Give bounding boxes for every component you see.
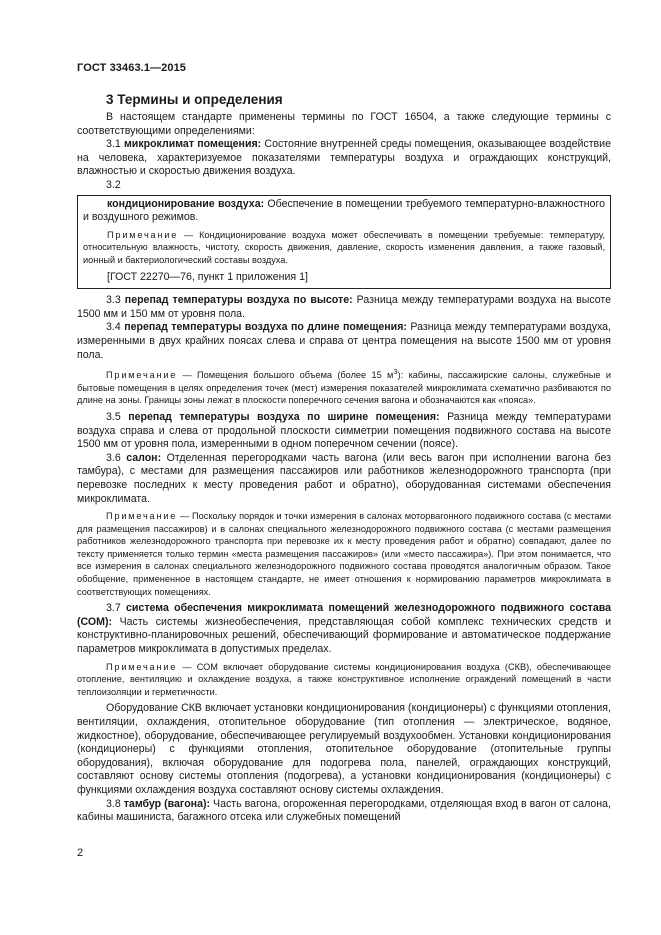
term-name: кондиционирование воздуха: [107, 197, 265, 210]
skv-equipment-paragraph: Оборудование СКВ включает установки кондиционирования (кондиционеры) с функциями отопления, вентиляции, охлаждения, отопительное оборудование (тип отопления — электрическое, водяное, жидкостное), оборудование, обеспечивающее регулируемый воздухообмен. Установки кондиционирования (кондиционеры) с функциями отопления, отопительное оборудование (отопительные группы оборудования), включая оборудование для подогрева пола, панелей, ограждающих конструкций, составляют основу системы отопления (подогрева), а установки кондиционирования (кондиционеры) с функциями охлаждения воздуха составляют основу системы охлаждения. [77, 702, 611, 796]
term-definition: Состояние внутренней среды помещения, оказывающее воздействие на человека, характеризуемое показателями температуры воздуха и ограждающих конструкций, влажностью и скоростью движения воздуха. [77, 138, 611, 178]
term-number: 3.8 [106, 797, 124, 810]
source-reference: [ГОСТ 22270—76, пункт 1 приложения 1] [107, 270, 308, 283]
term-definition: Часть вагона, огороженная перегородками, отделяющая вход в вагон от салона, кабины машиниста, багажного отсека или служебных помещений [77, 797, 611, 824]
term-definition: Разница между температурами воздуха на высоте 1500 мм и 150 мм от уровня пола. [77, 294, 612, 320]
term-3-2 [83, 198, 605, 225]
term-name: перепад температуры воздуха по длине помещения: [124, 321, 407, 334]
note-text: — СОМ включает оборудование системы кондиционирования воздуха (СКВ), обеспечивающее отопление, вентиляцию и охлаждение воздуха, а также конструктивное исполнение ограждений помещений в части теплоизоляции и герметичности. [77, 661, 611, 697]
note-3-2 [83, 229, 605, 267]
term-definition: Часть системы жизнеобеспечения, представляющая собой комплекс технических средств и конструктивно-планировочных решений, обеспечивающий формирование и автоматическое поддержание параметров микроклимата в допустимых пределах. [77, 615, 611, 656]
intro-paragraph: В настоящем стандарте применены термины по ГОСТ 16504, а также следующие термины с соответствующими определениями: [77, 111, 611, 137]
term-number: 3.3 [106, 294, 125, 307]
note-label: Примечание [106, 661, 178, 672]
term-definition: Разница между температурами воздуха, измеренными в двух крайних поясах слева и справа от центра помещения на высоте 1500 мм от уровня пола. [77, 321, 612, 361]
note-label: Примечание [107, 229, 179, 240]
document-header: ГОСТ 33463.1—2015 [77, 62, 187, 74]
term-3-7 [77, 602, 611, 656]
note-superscript: 3 [393, 367, 398, 377]
term-name: система обеспечения микроклимата помещений железнодорожного подвижного состава (СОМ): [77, 602, 611, 628]
term-definition: Обеспечение в помещении требуемого температурно-влажностного и воздушного режимов. [83, 197, 605, 224]
note-3-7 [77, 661, 611, 699]
term-3-2-number: 3.2 [106, 178, 121, 191]
term-number: 3.1 [106, 138, 124, 151]
note-text: — Кондиционирование воздуха может обеспечивать в помещении требуемые: температуру, относительную влажность, чистоту, скорость движения, давление, скорость изменения давления, а также газовый, ионный и бактериологический составы воздуха. [83, 229, 605, 265]
note-3-4 [77, 366, 611, 407]
section-title: 3 Термины и определения [106, 92, 283, 107]
note-label: Примечание [106, 511, 178, 522]
term-number: 3.5 [106, 410, 129, 423]
note-text: — Поскольку порядок и точки измерения в салонах моторвагонного подвижного состава (с местами для размещения пассажиров) и в салонах специального железнодорожного подвижного состава (с местами размещения работников железнодорожного транспорта при перевозке их к месту проведения работ и обратно) совпадают, далее по тексту применяется только термин «места размещения пассажиров» (или «место пассажира»). При этом понимается, что все измерения в салонах специального железнодорожного подвижного состава проводятся аналогичным образом. Такое обобщение, примененное в настоящем стандарте, не имеет отношения к нормированию параметров микроклимата в соответствующих помещениях. [77, 511, 611, 597]
term-3-3 [77, 294, 611, 321]
section-body [77, 111, 611, 825]
term-definition: Отделенная перегородками часть вагона (или весь вагон при исполнении вагона без тамбура), с местами для размещения пассажиров или работников железнодорожного транспорта (при перевозке последних к месту проведения работ и обратно), оборудованная системами обеспечения микроклимата. [77, 451, 611, 505]
term-name: микроклимат помещения: [123, 138, 262, 151]
term-number: 3.7 [106, 602, 127, 615]
term-3-8 [77, 798, 611, 825]
note-label: Примечание [106, 370, 178, 381]
page-number: 2 [77, 847, 84, 859]
term-number: 3.6 [106, 451, 127, 464]
term-3-4 [77, 321, 611, 362]
term-name: тамбур (вагона): [123, 797, 211, 810]
term-name: салон: [126, 451, 162, 464]
note-3-6 [77, 510, 611, 598]
note-text-continued: ): кабины, пассажирские салоны, служебные и бытовые помещения в целях определения точек (мест) измерения показателей микроклимата схематично разбиваются по длине на зоны. Границы зоны лежат в плоскости поперечного сечения вагона и обозначаются как «пояса». [77, 370, 612, 406]
quoted-definition-box [77, 195, 611, 290]
term-definition: Разница между температурами воздуха справа и слева от продольной плоскости симметрии помещения подвижного состава на высоте 1500 мм от уровня пола, измеренными в одном поперечном сечении (поясе). [77, 410, 612, 451]
term-3-1 [77, 138, 611, 179]
term-name: перепад температуры воздуха по ширине помещения: [128, 410, 440, 423]
term-3-5 [77, 411, 611, 452]
note-text: — Помещения большого объема (более 15 м [177, 370, 394, 381]
term-name: перепад температуры воздуха по высоте: [124, 294, 353, 307]
term-number: 3.4 [106, 321, 125, 334]
term-3-6 [77, 452, 611, 506]
